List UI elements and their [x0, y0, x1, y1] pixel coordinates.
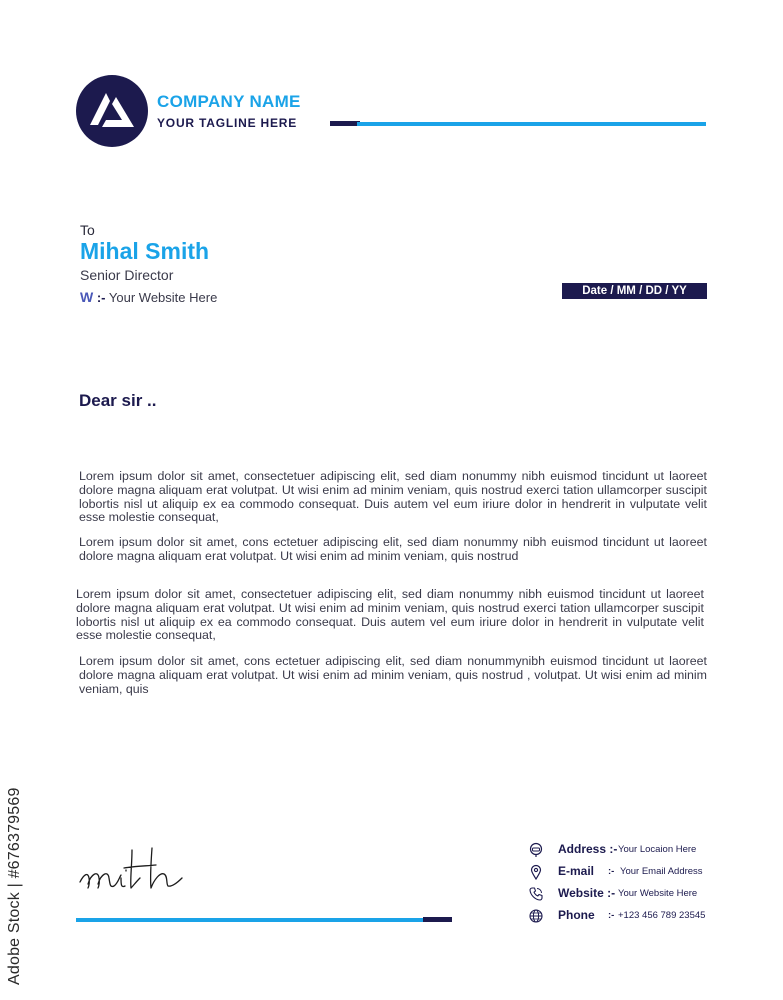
company-logo [76, 75, 148, 147]
website-letter: W [80, 289, 94, 305]
header-divider-dark [330, 121, 360, 126]
company-tagline: YOUR TAGLINE HERE [157, 116, 298, 130]
body-paragraph: Lorem ipsum dolor sit amet, consectetuer adipiscing elit, sed diam nonummy nibh euismod tincidunt ut laoreet dolore magna aliquam erat volutpat. Ut wisi enim ad minim veniam, quis nostrud exerci tation ullamcorper suscipit lobortis nisl ut aliquip ex ea commodo consequat. Duis autem vel eum iriure dolor in hendrerit in vulputate velit esse molestie consequat, [79, 469, 707, 525]
signature-drawing [78, 840, 228, 900]
contact-address-value: Your Locaion Here [618, 844, 697, 855]
contact-phone-separator: :- [608, 910, 615, 921]
contact-email-label: E-mail [558, 864, 595, 878]
signature [78, 840, 228, 905]
contact-email-value: Your Email Address [620, 866, 703, 877]
location-pin-car-icon [528, 842, 544, 858]
stock-id-label: Adobe Stock | #676379569 [6, 787, 23, 985]
contact-website-label: Website :- [558, 886, 616, 900]
phone-icon [528, 886, 544, 902]
map-pin-icon [528, 864, 544, 880]
contact-website-value: Your Website Here [618, 888, 698, 899]
website-separator: :- [96, 290, 106, 305]
contact-address-label: Address :- [558, 842, 618, 856]
signature-divider-dark [423, 917, 452, 922]
signature-divider-blue [76, 918, 424, 922]
contact-phone-label: Phone [558, 908, 595, 922]
to-label: To [80, 222, 95, 238]
header-divider-blue [357, 122, 706, 126]
body-paragraph: Lorem ipsum dolor sit amet, cons ectetuer adipiscing elit, sed diam nonummynibh euismod tincidunt ut laoreet dolore magna aliquam erat volutpat. Ut wisi enim ad minim veniam, quis nostrud , volutpat. Ut wisi enim ad minim veniam, quis [79, 654, 707, 696]
company-name: COMPANY NAME [157, 92, 301, 111]
contact-phone-value: +123 456 789 23545 [618, 910, 706, 921]
logo-triangle-icon [76, 75, 148, 147]
body-paragraph: Lorem ipsum dolor sit amet, cons ectetuer adipiscing elit, sed diam nonummy nibh euismod tincidunt ut laoreet dolore magna aliquam erat volutpat. Ut wisi enim ad minim veniam, quis nostrud [79, 535, 707, 563]
recipient-website [80, 289, 217, 305]
body-paragraph: Lorem ipsum dolor sit amet, consectetuer adipiscing elit, sed diam nonummy nibh euismod tincidunt ut laoreet dolore magna aliquam erat volutpat. Ut wisi enim ad minim veniam, quis nostrud exerci tation ullamcorper suscipit lobortis nisl ut aliquip ex ea commodo consequat. Duis autem vel eum iriure dolor in hendrerit in vulputate velit esse molestie consequat, [76, 587, 704, 643]
contact-email-separator: :- [608, 866, 615, 877]
website-text: Your Website Here [108, 290, 218, 305]
date-badge: Date / MM / DD / YY [562, 283, 707, 299]
recipient-title: Senior Director [80, 267, 174, 283]
globe-icon [528, 908, 544, 924]
salutation: Dear sir .. [79, 391, 157, 410]
recipient-name: Mihal Smith [80, 238, 210, 264]
